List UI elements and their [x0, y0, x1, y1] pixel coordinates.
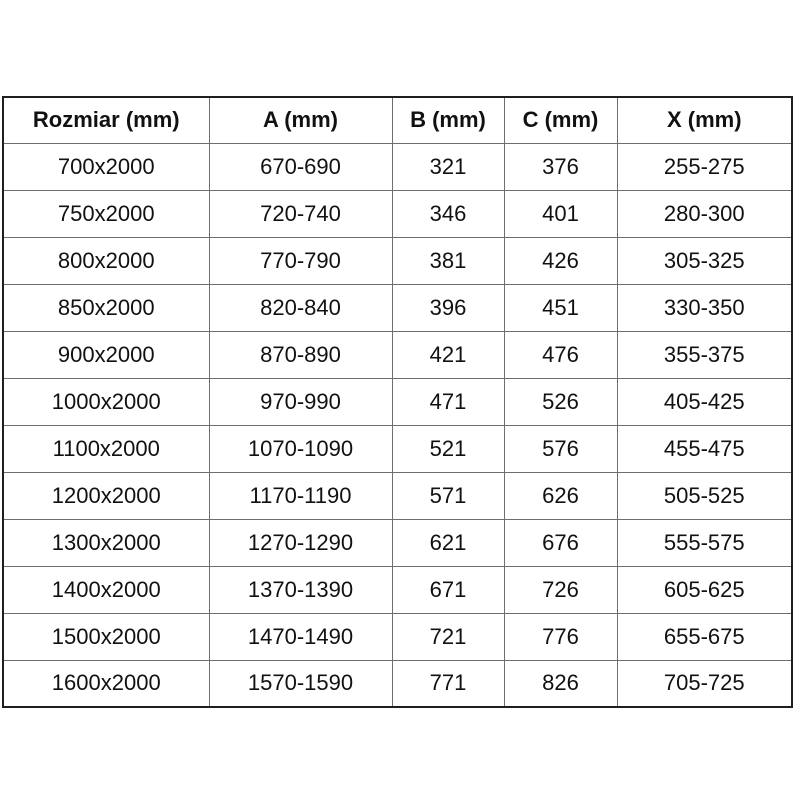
cell-a: 770-790	[209, 237, 392, 284]
cell-b: 771	[392, 660, 504, 707]
cell-c: 451	[504, 284, 617, 331]
cell-x: 330-350	[617, 284, 792, 331]
cell-a: 720-740	[209, 190, 392, 237]
cell-b: 721	[392, 613, 504, 660]
cell-x: 505-525	[617, 472, 792, 519]
cell-c: 476	[504, 331, 617, 378]
cell-a: 1370-1390	[209, 566, 392, 613]
cell-rozmiar: 850x2000	[3, 284, 209, 331]
cell-x: 555-575	[617, 519, 792, 566]
table-row	[3, 284, 792, 331]
table-row	[3, 378, 792, 425]
cell-c: 726	[504, 566, 617, 613]
cell-a: 970-990	[209, 378, 392, 425]
cell-a: 820-840	[209, 284, 392, 331]
cell-rozmiar: 1000x2000	[3, 378, 209, 425]
cell-a: 870-890	[209, 331, 392, 378]
cell-rozmiar: 700x2000	[3, 143, 209, 190]
cell-a: 1070-1090	[209, 425, 392, 472]
table-row	[3, 237, 792, 284]
cell-b: 621	[392, 519, 504, 566]
cell-a: 670-690	[209, 143, 392, 190]
cell-a: 1270-1290	[209, 519, 392, 566]
cell-x: 355-375	[617, 331, 792, 378]
cell-b: 671	[392, 566, 504, 613]
table-row	[3, 190, 792, 237]
table-row	[3, 425, 792, 472]
cell-rozmiar: 1100x2000	[3, 425, 209, 472]
cell-c: 676	[504, 519, 617, 566]
table-row	[3, 519, 792, 566]
column-header-b: B (mm)	[392, 97, 504, 143]
cell-b: 471	[392, 378, 504, 425]
cell-c: 776	[504, 613, 617, 660]
cell-rozmiar: 1400x2000	[3, 566, 209, 613]
cell-c: 626	[504, 472, 617, 519]
cell-a: 1570-1590	[209, 660, 392, 707]
cell-rozmiar: 800x2000	[3, 237, 209, 284]
cell-a: 1470-1490	[209, 613, 392, 660]
table-row	[3, 472, 792, 519]
cell-x: 405-425	[617, 378, 792, 425]
table-row	[3, 660, 792, 707]
table-row	[3, 566, 792, 613]
cell-x: 455-475	[617, 425, 792, 472]
column-header-c: C (mm)	[504, 97, 617, 143]
cell-x: 655-675	[617, 613, 792, 660]
column-header-a: A (mm)	[209, 97, 392, 143]
cell-rozmiar: 1500x2000	[3, 613, 209, 660]
cell-rozmiar: 1600x2000	[3, 660, 209, 707]
cell-x: 280-300	[617, 190, 792, 237]
cell-b: 396	[392, 284, 504, 331]
cell-rozmiar: 900x2000	[3, 331, 209, 378]
size-specification-table	[2, 96, 793, 708]
cell-b: 321	[392, 143, 504, 190]
table-row	[3, 331, 792, 378]
cell-b: 381	[392, 237, 504, 284]
header-row	[3, 97, 792, 143]
cell-rozmiar: 1300x2000	[3, 519, 209, 566]
cell-x: 705-725	[617, 660, 792, 707]
cell-b: 421	[392, 331, 504, 378]
cell-c: 376	[504, 143, 617, 190]
cell-x: 605-625	[617, 566, 792, 613]
column-header-x: X (mm)	[617, 97, 792, 143]
cell-c: 401	[504, 190, 617, 237]
cell-a: 1170-1190	[209, 472, 392, 519]
column-header-rozmiar: Rozmiar (mm)	[3, 97, 209, 143]
cell-c: 826	[504, 660, 617, 707]
cell-b: 571	[392, 472, 504, 519]
cell-rozmiar: 1200x2000	[3, 472, 209, 519]
cell-c: 576	[504, 425, 617, 472]
cell-x: 305-325	[617, 237, 792, 284]
cell-rozmiar: 750x2000	[3, 190, 209, 237]
cell-b: 346	[392, 190, 504, 237]
table-row	[3, 613, 792, 660]
table-row	[3, 143, 792, 190]
cell-b: 521	[392, 425, 504, 472]
cell-c: 526	[504, 378, 617, 425]
cell-c: 426	[504, 237, 617, 284]
cell-x: 255-275	[617, 143, 792, 190]
